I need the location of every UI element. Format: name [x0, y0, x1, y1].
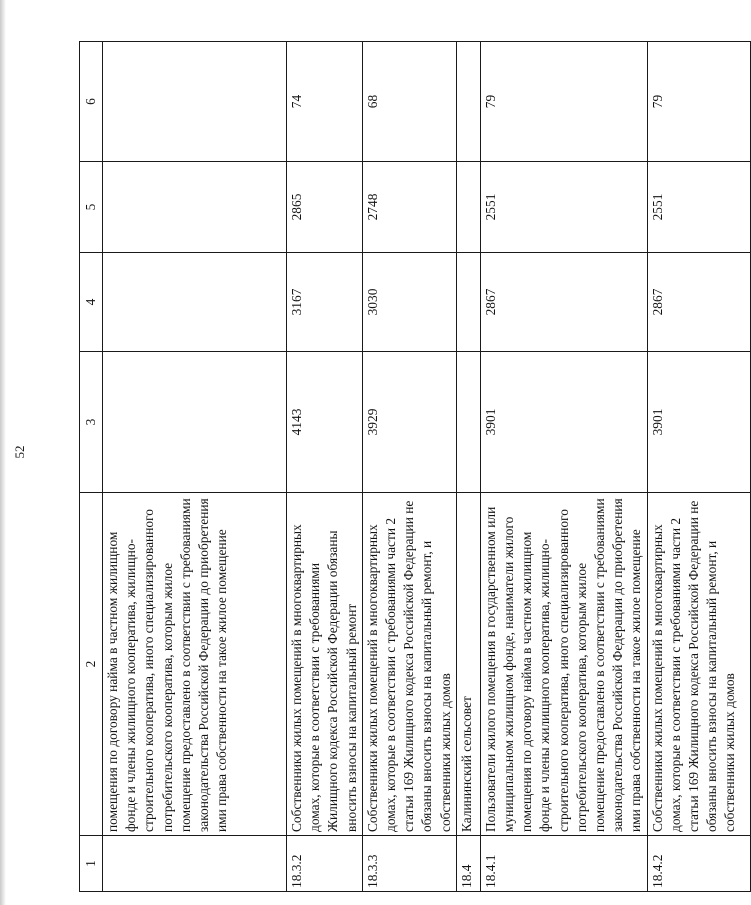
- row-col-4: 2867: [480, 253, 647, 352]
- table-row: [647, 42, 750, 892]
- row-col-3: 4143: [287, 352, 363, 493]
- table-header-row: [80, 42, 103, 892]
- row-col-4: 3030: [362, 253, 456, 352]
- row-name: Калининский сельсовет: [456, 493, 480, 836]
- row-col-6: 74: [287, 42, 363, 162]
- row-name: Собственники жилых помещений в многоквартирных домах, которые в соответствии с требованиями Жилищного кодекса Российской Федерации обязаны вносить взносы на капитальный ремонт: [287, 493, 363, 836]
- header-col-4: 4: [80, 253, 103, 352]
- row-name: Собственники жилых помещений в многоквартирных домах, которые в соответствии с требованиями части 2 статьи 169 Жилищного кодекса Российской Федерации не обязаны вносить взносы на капитальный ремонт, и собственники жилых домов: [362, 493, 456, 836]
- row-col-4: 3167: [287, 253, 363, 352]
- header-col-6: 6: [80, 42, 103, 162]
- row-col-5: 2551: [647, 162, 750, 253]
- row-col-3: 3901: [647, 352, 750, 493]
- header-col-2: 2: [80, 493, 103, 836]
- row-code: 18.4.2: [647, 836, 750, 892]
- header-col-1: 1: [80, 836, 103, 892]
- scan-edge-shadow: [0, 0, 6, 905]
- row-code: 18.3.2: [287, 836, 363, 892]
- row-col-3: [103, 352, 287, 493]
- row-name: Пользователи жилого помещения в государственном или муниципальном жилищном фонде, наниматели жилого помещения по договору найма в частном жилищном фонде и члены жилищного кооператива, жилищно-строительного кооператива, иного специализированного потребительского кооператива, которым жилое помещение предоставлено в соответствии с требованиями законодательства Российской Федерации до приобретения ими права собственности на такое жилое помещение: [480, 493, 647, 836]
- row-col-3: 3901: [480, 352, 647, 493]
- table-row: [103, 42, 287, 892]
- row-col-5: 2551: [480, 162, 647, 253]
- table-row: [362, 42, 456, 892]
- table-row: [480, 42, 647, 892]
- row-name: помещения по договору найма в частном жилищном фонде и члены жилищного кооператива, жилищно-строительного кооператива, иного специализированного потребительского кооператива, которым жилое помещение предоставлено в соответствии с требованиями законодательства Российской Федерации до приобретения ими права собственности на такое жилое помещение: [103, 493, 287, 836]
- page-number: 52: [12, 445, 27, 459]
- row-col-6: 79: [480, 42, 647, 162]
- header-col-5: 5: [80, 162, 103, 253]
- header-col-3: 3: [80, 352, 103, 493]
- table-row: [287, 42, 363, 892]
- row-col-4: 2867: [647, 253, 750, 352]
- row-col-5: 2865: [287, 162, 363, 253]
- row-col-6: 79: [647, 42, 750, 162]
- row-col-3: [456, 352, 480, 493]
- rotated-table-content: [79, 42, 738, 892]
- row-name: Собственники жилых помещений в многоквартирных домах, которые в соответствии с требованиями части 2 статьи 169 Жилищного кодекса Российской Федерации не обязаны вносить взносы на капитальный ремонт, и собственники жилых домов: [647, 493, 750, 836]
- row-code: 18.4: [456, 836, 480, 892]
- row-code: 18.4.1: [480, 836, 647, 892]
- row-col-5: [456, 162, 480, 253]
- row-col-6: 68: [362, 42, 456, 162]
- row-code: [103, 836, 287, 892]
- rotated-table-frame: [79, 42, 738, 892]
- row-col-4: [456, 253, 480, 352]
- row-col-5: 2748: [362, 162, 456, 253]
- row-col-4: [103, 253, 287, 352]
- row-col-6: [103, 42, 287, 162]
- row-col-3: 3929: [362, 352, 456, 493]
- row-col-5: [103, 162, 287, 253]
- row-code: 18.3.3: [362, 836, 456, 892]
- row-col-6: [456, 42, 480, 162]
- tariff-table: [79, 41, 751, 892]
- table-row-section: [456, 42, 480, 892]
